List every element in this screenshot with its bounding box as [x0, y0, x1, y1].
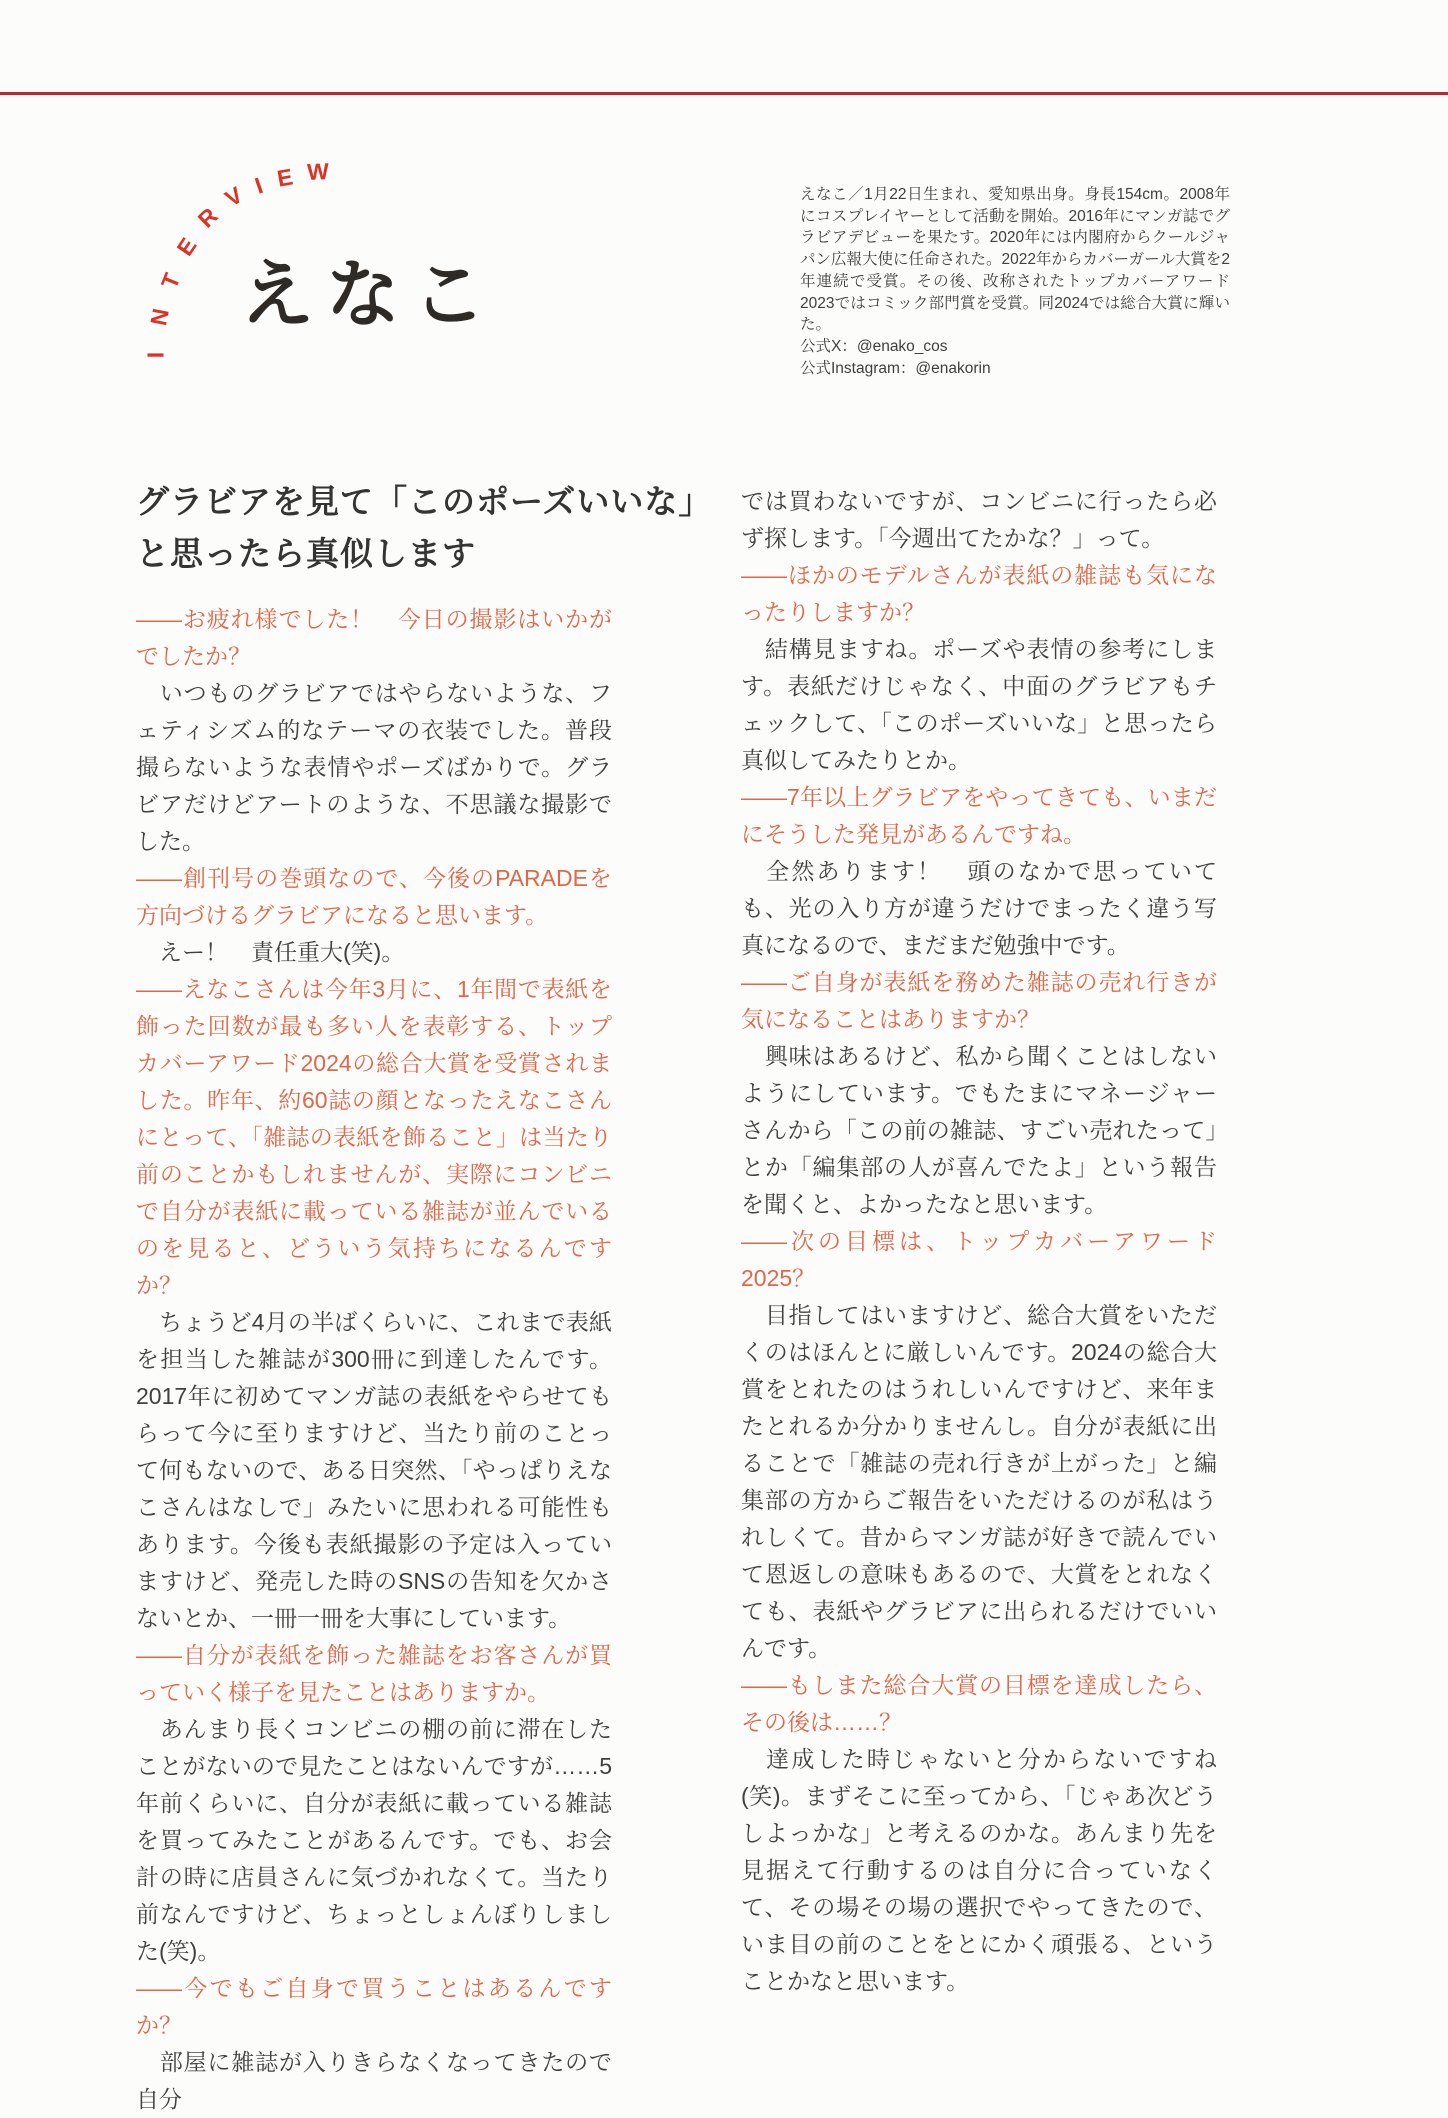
interview-answer: では買わないですが、コンビニに行ったら必ず探します。「今週出てたかな？」って。 [741, 488, 1217, 551]
interview-question: ——ご自身が表紙を務めた雑誌の売れ行きが気になることはありますか？ [741, 969, 1217, 1032]
official-instagram-handle: 公式Instagram：@enakorin [800, 359, 991, 377]
interview-answer: あんまり長くコンビニの棚の前に滞在したことがないので見たことはないんですが……5年前くらいに、自分が表紙に載っている雑誌を買ってみたことがあるんです。でも、お会計の時に店員さんに気づかれなくて。当たり前なんですけど、ちょっとしょんぼりしました(笑)。 [136, 1716, 612, 1964]
kicker-letter: R [192, 202, 223, 233]
kicker-letter: I [142, 351, 169, 359]
profile-bio: えなこ／1月22日生まれ、愛知県出身。身長154cm。2008年にコスプレイヤーとして活動を開始。2016年にマンガ誌でグラビアデビューを果たす。2020年には内閣府からクールジャパン広報大使に任命された。2022年からカバーガール大賞を2年連続で受賞。その後、改称されたトップカバーアワード2023ではコミック部門賞を受賞。同2024では総合大賞に輝いた。 [800, 186, 1230, 334]
kicker-letter: E [275, 163, 295, 192]
official-x-handle: 公式X：@enako_cos [800, 337, 948, 355]
interview-answer: 達成した時じゃないと分からないですね(笑)。まずそこに至ってから、「じゃあ次どうしよっかな」と考えるのかな。あんまり先を見据えて行動するのは自分に合っていなくて、その場その場の選択でやってきたので、いま目の前のことをとにかく頑張る、ということかなと思います。 [741, 1746, 1217, 1994]
headline-line: グラビアを見て「このポーズいいな」 [136, 483, 713, 520]
interview-question: ——もしまた総合大賞の目標を達成したら、その後は……？ [741, 1672, 1217, 1735]
interview-answer: 結構見ますね。ポーズや表情の参考にします。表紙だけじゃなく、中面のグラビアもチェックして、「このポーズいいな」と思ったら真似してみたりとか。 [741, 636, 1217, 773]
headline [136, 476, 713, 580]
interview-question: ——ほかのモデルさんが表紙の雑誌も気になったりしますか？ [741, 562, 1217, 625]
interview-question: ——自分が表紙を飾った雑誌をお客さんが買っていく様子を見たことはありますか。 [136, 1642, 612, 1705]
interview-answer: えー！ 責任重大(笑)。 [136, 939, 405, 965]
kicker-letter: E [171, 233, 202, 261]
interview-answer: ちょうど4月の半ばくらいに、これまで表紙を担当した雑誌が300冊に到達したんです。2017年に初めてマンガ誌の表紙をやらせてもらって今に至りますけど、当たり前のことって何もないので、ある日突然、「やっぱりえなこさんはなしで」みたいに思われる可能性もあります。今後も表紙撮影の予定は入っていますけど、発売した時のSNSの告知を欠かさないとか、一冊一冊を大事にしています。 [136, 1309, 612, 1631]
interview-answer: 目指してはいますけど、総合大賞をいただくのはほんとに厳しいんです。2024の総合大賞をとれたのはうれしいんですけど、来年またとれるか分かりませんし。自分が表紙に出ることで「雑誌の売れ行きが上がった」と編集部の方からご報告をいただけるのが私はうれしくて。昔からマンガ誌が好きで読んでいて恩返しの意味もあるので、大賞をとれなくても、表紙やグラビアに出られるだけでいいんです。 [741, 1302, 1217, 1661]
interview-answer: 部屋に雑誌が入りきらなくなってきたので自分 [136, 2049, 612, 2112]
headline-line: と思ったら真似します [136, 535, 476, 572]
interview-question: ——今でもご自身で買うことはあるんですか？ [136, 1975, 612, 2038]
interview-answer: 全然あります！ 頭のなかで思っていても、光の入り方が違うだけでまったく違う写真になるので、まだまだ勉強中です。 [741, 858, 1217, 958]
interview-question: ——次の目標は、トップカバーアワード2025？ [741, 1228, 1217, 1291]
interview-answer: いつものグラビアではやらないような、フェティシズム的なテーマの衣装でした。普段撮らないような表情やポーズばかりで。グラビアだけどアートのような、不思議な撮影でした。 [136, 680, 612, 854]
interview-question: ——お疲れ様でした！ 今日の撮影はいかがでしたか？ [136, 606, 612, 669]
profile-block [800, 184, 1230, 379]
page-title: えなこ [240, 253, 498, 336]
kicker-letter: V [220, 181, 248, 212]
kicker-letter: N [145, 306, 174, 328]
kicker-letter: T [155, 269, 186, 293]
interview-column-right [741, 483, 1217, 2000]
kicker-letter: W [306, 158, 330, 185]
interview-column-left [136, 601, 612, 2118]
kicker-letter: I [251, 172, 267, 199]
interview-question: ——えなこさんは今年3月に、1年間で表紙を飾った回数が最も多い人を表彰する、トップカバーアワード2024の総合大賞を受賞されました。昨年、約60誌の顔となったえなこさんにとって、「雑誌の表紙を飾ること」は当たり前のことかもしれませんが、実際にコンビニで自分が表紙に載っている雑誌が並んでいるのを見ると、どういう気持ちになるんですか？ [136, 976, 612, 1298]
interview-question: ——創刊号の巻頭なので、今後のPARADEを方向づけるグラビアになると思います。 [136, 865, 612, 928]
interview-answer: 興味はあるけど、私から聞くことはしないようにしています。でもたまにマネージャーさんから「この前の雑誌、すごい売れたって」とか「編集部の人が喜んでたよ」という報告を聞くと、よかったなと思います。 [741, 1043, 1217, 1217]
top-rule [0, 92, 1448, 95]
interview-question: ——7年以上グラビアをやってきても、いまだにそうした発見があるんですね。 [741, 784, 1217, 847]
